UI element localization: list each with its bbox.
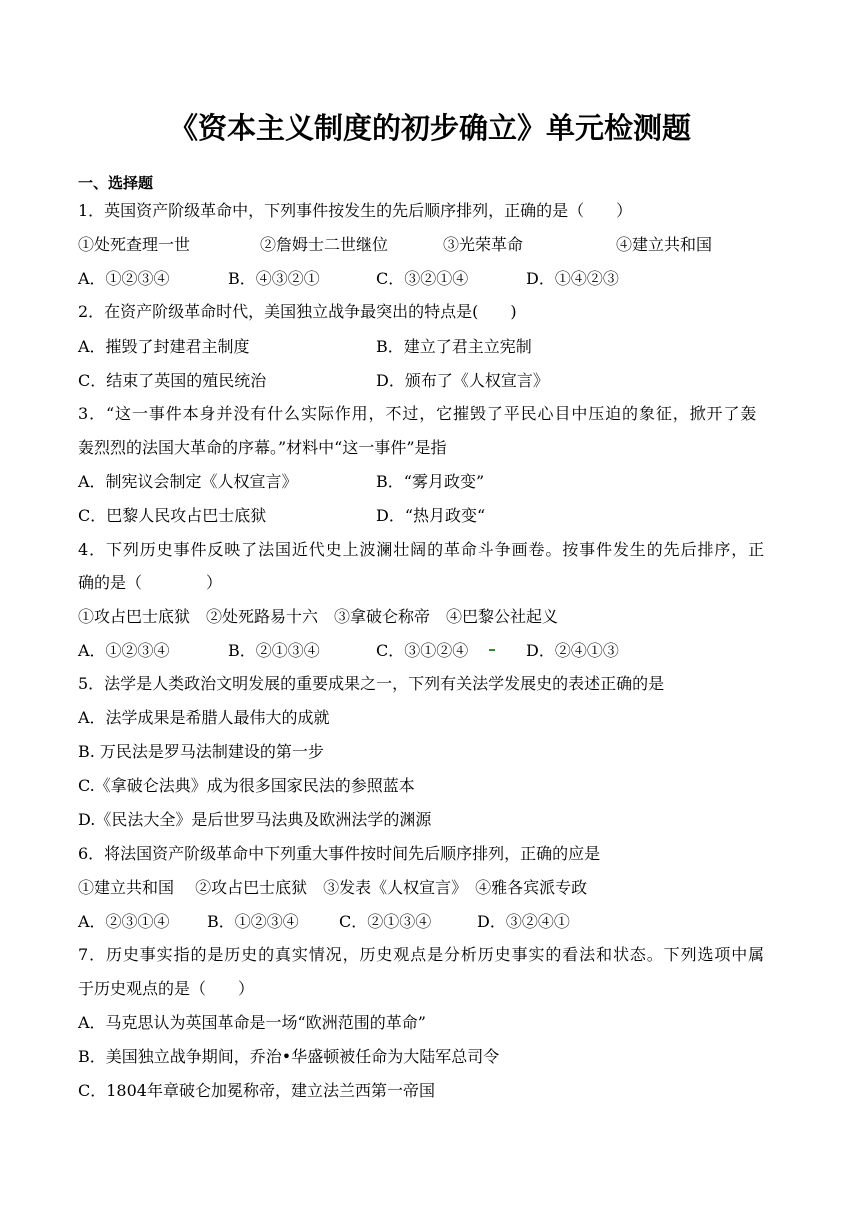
question-2-option-d: D．颁布了《人权宣言》 (376, 371, 549, 390)
question-4-items: ①攻占巴士底狱 ②处死路易十六 ③拿破仑称帝 ④巴黎公社起义 (78, 607, 559, 626)
question-4-option-c: C．③①②④ (376, 641, 469, 660)
question-7-option-c: C．1804年章破仑加冕称帝，建立法兰西第一帝国 (78, 1081, 435, 1100)
question-4-stem-line-1: 4．下列历史事件反映了法国近代史上波澜壮阔的革命斗争画卷。按事件发生的先后排序，正 (78, 540, 766, 559)
question-6-stem: 6．将法国资产阶级革命中下列重大事件按时间先后顺序排列，正确的应是 (78, 844, 601, 863)
question-4-option-d: D．②④①③ (526, 641, 619, 660)
section-heading: 一、选择题 (78, 174, 154, 192)
question-6-option-c: C．②①③④ (339, 912, 432, 931)
question-6-items: ①建立共和国 ②攻占巴士底狱 ③发表《人权宣言》 ④雅各宾派专政 (78, 878, 588, 897)
question-1-option-a: A．①②③④ (78, 269, 170, 288)
question-4-option-b: B．②①③④ (228, 641, 320, 660)
question-1-option-c: C．③②①④ (376, 269, 469, 288)
question-7-stem-line-2: 于历史观点的是（ ） (78, 979, 255, 998)
question-1-item-2: ②詹姆士二世继位 (260, 235, 389, 254)
question-5-option-d: D.《民法大全》是后世罗马法典及欧洲法学的渊源 (78, 810, 432, 829)
question-6-option-b: B．①②③④ (207, 912, 299, 931)
question-7-option-b: B．美国独立战争期间，乔治•华盛顿被任命为大陆军总司令 (78, 1047, 500, 1066)
question-4-stem-line-2: 确的是（ ） (78, 573, 223, 592)
question-2-option-a: A．摧毁了封建君主制度 (78, 337, 250, 356)
question-5-option-a: A．法学成果是希腊人最伟大的成就 (78, 708, 330, 727)
question-6-option-a: A．②③①④ (78, 912, 170, 931)
question-4-option-a: A．①②③④ (78, 641, 170, 660)
green-mark (489, 649, 495, 651)
question-1-option-d: D．①④②③ (526, 269, 619, 288)
question-1-item-4: ④建立共和国 (616, 235, 713, 254)
question-2-option-c: C．结束了英国的殖民统治 (78, 371, 267, 390)
question-5-option-b: B. 万民法是罗马法制建设的第一步 (78, 742, 324, 761)
question-3-option-b: B．“雾月政变” (376, 472, 485, 491)
question-2-option-b: B．建立了君主立宪制 (376, 337, 532, 356)
question-5-option-c: C.《拿破仑法典》成为很多国家民法的参照蓝本 (78, 776, 415, 795)
question-5-stem: 5．法学是人类政治文明发展的重要成果之一，下列有关法学发展史的表述正确的是 (78, 674, 665, 693)
question-2-stem: 2．在资产阶级革命时代，美国独立战争最突出的特点是( ) (78, 302, 517, 321)
question-3-option-d: D．“热月政变“ (376, 506, 486, 525)
question-6-option-d: D．③②④① (477, 912, 570, 931)
question-3-option-a: A．制宪议会制定《人权宣言》 (78, 472, 298, 491)
question-3-stem-line-1: 3．“这一事件本身并没有什么实际作用，不过，它摧毁了平民心目中压迫的象征，掀开了轰 (78, 404, 758, 423)
question-1-item-3: ③光荣革命 (443, 235, 524, 254)
question-7-option-a: A．马克思认为英国革命是一场“欧洲范围的革命” (78, 1013, 426, 1032)
question-7-stem-line-1: 7．历史事实指的是历史的真实情况，历史观点是分析历史事实的看法和状态。下列选项中属 (78, 945, 766, 964)
question-1-item-1: ①处死查理一世 (78, 235, 191, 254)
question-1-stem: 1．英国资产阶级革命中，下列事件按发生的先后顺序排列，正确的是（ ） (78, 201, 633, 220)
question-1-option-b: B．④③②① (228, 269, 320, 288)
question-3-option-c: C．巴黎人民攻占巴士底狱 (78, 506, 267, 525)
page-title: 《资本主义制度的初步确立》单元检测题 (168, 111, 691, 145)
question-3-stem-line-2: 轰烈烈的法国大革命的序幕。”材料中“这一事件”是指 (78, 438, 447, 457)
